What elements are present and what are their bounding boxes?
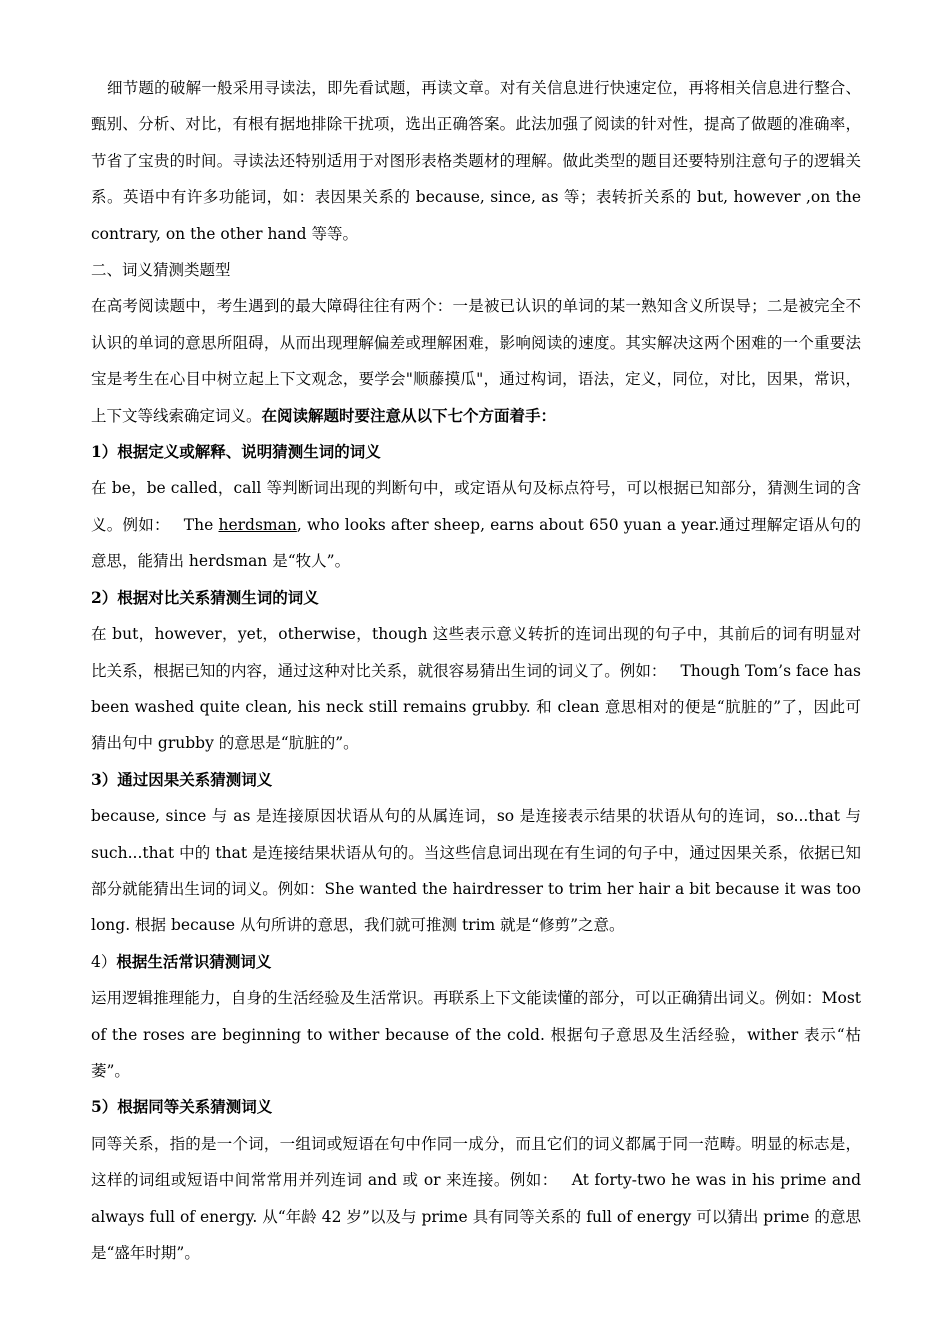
paragraph-5-intro: 同等关系，指的是一个词，一组词或短语在句中作同一成分，而且它们的词义都属于同一范畴。明显的标志是，这样的词组或短语中间常常用并列连词 and 或 or 来连接。例如：: [91, 1134, 861, 1190]
underlined-word: herdsman: [218, 515, 297, 534]
section-2-emphasis: 在阅读解题时要注意从以下七个方面着手：: [261, 405, 557, 425]
paragraph-2: [91, 616, 861, 762]
heading-1: 1）根据定义或解释、说明猜测生词的词义: [91, 442, 381, 462]
paragraph-1-example-rest: , who looks after sheep, earns about 650 yuan a year.通过理解定语从句的意思，能猜出 herdsman 是“牧人”。: [91, 515, 861, 571]
heading-4: [91, 944, 861, 980]
heading-4-text: 根据生活常识猜测词义: [116, 951, 272, 971]
paragraph-2-example: Though Tom’s face has been washed quite clean, his neck still remains grubby. 和 clean 意思相对的便是“肮脏的”了，因此可猜出句中 grubby 的意思是“肮脏的”。: [91, 661, 861, 753]
heading-4-number: 4）: [91, 952, 117, 971]
document-page: [91, 70, 861, 1271]
section-2-body: 在高考阅读题中，考生遇到的最大障碍往往有两个：一是被已认识的单词的某一熟知含义所误导；二是被完全不认识的单词的意思所阻碍，从而出现理解偏差或理解困难，影响阅读的速度。其实解决这两个困难的一个重要法宝是考生在心目中树立起上下文观念，要学会"顺藤摸瓜"，通过构词，语法，定义，同位，对比，因果，常识，上下文等线索确定词义。: [91, 297, 861, 425]
paragraph-4: 运用逻辑推理能力，自身的生活经验及生活常识。再联系上下文能读懂的部分，可以正确猜出词义。例如：Most of the roses are beginning to wither because of the cold. 根据句子意思及生活经验，wither 表示“枯萎”。: [91, 989, 861, 1080]
section-2-paragraph: [91, 288, 861, 434]
section-2-title: 二、词义猜测类题型: [91, 261, 231, 280]
paragraph-1-example-start: The: [183, 515, 219, 534]
paragraph-5-example: At forty-two he was in his prime and always full of energy. 从“年龄 42 岁”以及与 prime 具有同等关系的 full of energy 可以猜出 prime 的意思是“盛年时期”。: [91, 1171, 861, 1262]
paragraph-1: [91, 470, 861, 579]
heading-2: 2）根据对比关系猜测生词的词义: [91, 587, 319, 607]
intro-paragraph: 细节题的破解一般采用寻读法，即先看试题，再读文章。对有关信息进行快速定位，再将相关信息进行整合、甄别、分析、对比，有根有据地排除干扰项，选出正确答案。此法加强了阅读的针对性，提高了做题的准确率，节省了宝贵的时间。寻读法还特别适用于对图形表格类题材的理解。做此类型的题目还要特别注意句子的逻辑关系。英语中有许多功能词，如：表因果关系的 because, since, as 等；表转折关系的 but, however ,on the contrary, on the other hand 等等。: [91, 79, 861, 243]
paragraph-5: [91, 1126, 861, 1272]
paragraph-2-intro: 在 but，however，yet，otherwise，though 这些表示意义转折的连词出现的句子中，其前后的词有明显对比关系，根据已知的内容，通过这种对比关系，就很容易猜出生词的词义了。例如：: [91, 625, 861, 680]
paragraph-3: because, since 与 as 是连接原因状语从句的从属连词，so 是连接表示结果的状语从句的连词，so...that 与 such...that 中的 that 是连接结果状语从句的。当这些信息词出现在有生词的句子中，通过因果关系，依据已知部分就能猜出生词的词义。例如：She wanted the hairdresser to trim her hair a bit because it was too long. 根据 because 从句所讲的意思，我们就可推测 trim 就是“修剪”之意。: [91, 807, 861, 935]
heading-5: 5）根据同等关系猜测词义: [91, 1097, 273, 1117]
heading-3: 3）通过因果关系猜测词义: [91, 769, 273, 789]
paragraph-1-intro: 在 be，be called，call 等判断词出现的判断句中，或定语从句及标点符号，可以根据已知部分，猜测生词的含义。例如：: [91, 479, 861, 534]
